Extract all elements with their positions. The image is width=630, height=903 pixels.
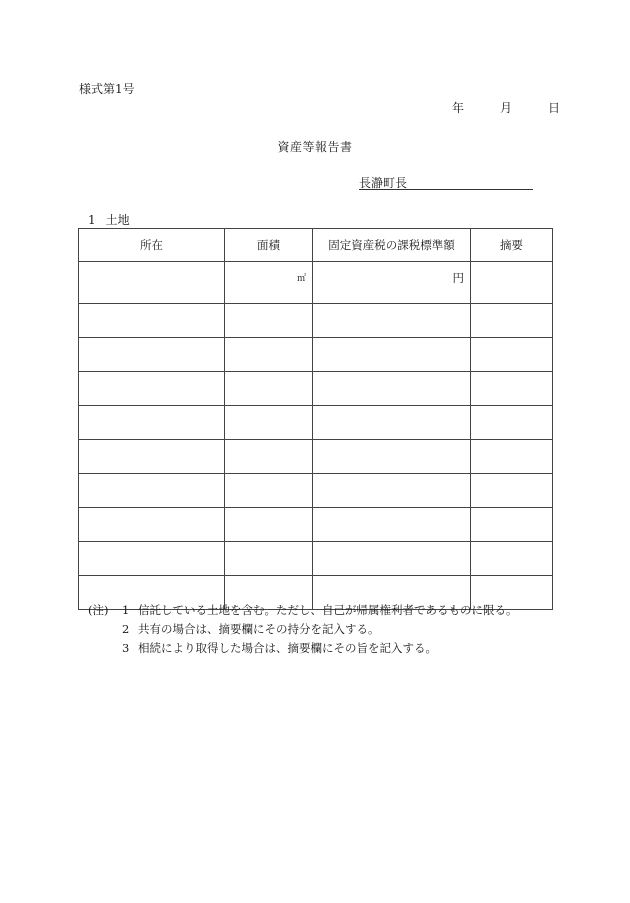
date-month-label: 月 <box>500 101 513 115</box>
location-cell[interactable] <box>79 338 225 372</box>
remarks-cell[interactable] <box>471 542 553 576</box>
note-number: 3 <box>122 641 130 655</box>
tax-base-value-cell[interactable] <box>313 262 471 304</box>
note-item <box>88 620 518 639</box>
header-remarks: 摘要 <box>471 229 553 262</box>
tax-base-value-cell[interactable] <box>313 474 471 508</box>
area-cell[interactable] <box>225 542 313 576</box>
area-cell[interactable] <box>225 474 313 508</box>
area-cell[interactable] <box>225 440 313 474</box>
remarks-cell[interactable] <box>471 474 553 508</box>
tax-base-value-cell[interactable] <box>313 440 471 474</box>
header-location: 所在 <box>79 229 225 262</box>
remarks-cell[interactable] <box>471 406 553 440</box>
land-table <box>78 228 553 610</box>
location-cell[interactable] <box>79 542 225 576</box>
location-cell[interactable] <box>79 304 225 338</box>
note-item <box>88 601 518 620</box>
table-row <box>79 338 553 372</box>
date-day-label: 日 <box>548 101 561 115</box>
tax-base-value-cell[interactable] <box>313 338 471 372</box>
note-text: 信託している土地を含む。ただし、自己が帰属権利者であるものに限る。 <box>138 603 518 617</box>
area-cell[interactable] <box>225 304 313 338</box>
date-line <box>452 99 560 116</box>
location-cell[interactable] <box>79 440 225 474</box>
location-cell[interactable] <box>79 474 225 508</box>
addressee-line <box>359 174 533 190</box>
value-unit: 円 <box>452 271 464 285</box>
remarks-cell[interactable] <box>471 338 553 372</box>
section-title: 土地 <box>105 213 130 227</box>
area-cell[interactable] <box>225 262 313 304</box>
remarks-cell[interactable] <box>471 508 553 542</box>
remarks-cell[interactable] <box>471 372 553 406</box>
remarks-cell[interactable] <box>471 440 553 474</box>
table-row <box>79 508 553 542</box>
table-row <box>79 262 553 304</box>
addressee-text: 長瀞町長 <box>359 176 408 190</box>
area-cell[interactable] <box>225 508 313 542</box>
table-header-row <box>79 229 553 262</box>
area-unit: ㎡ <box>296 274 306 284</box>
tax-base-value-cell[interactable] <box>313 406 471 440</box>
table-row <box>79 440 553 474</box>
tax-base-value-cell[interactable] <box>313 304 471 338</box>
header-area: 面積 <box>225 229 313 262</box>
note-item <box>88 639 518 658</box>
note-number: 1 <box>122 603 130 617</box>
date-year-label: 年 <box>452 101 465 115</box>
tax-base-value-cell[interactable] <box>313 372 471 406</box>
tax-base-value-cell[interactable] <box>313 508 471 542</box>
note-text: 相続により取得した場合は、摘要欄にその旨を記入する。 <box>138 641 437 655</box>
form-number: 様式第1号 <box>79 82 135 96</box>
table-row <box>79 474 553 508</box>
header-tax-base-value: 固定資産税の課税標準額 <box>313 229 471 262</box>
area-cell[interactable] <box>225 338 313 372</box>
section-number: 1 <box>88 213 96 227</box>
location-cell[interactable] <box>79 406 225 440</box>
table-row <box>79 542 553 576</box>
note-text: 共有の場合は、摘要欄にその持分を記入する。 <box>138 622 380 636</box>
notes <box>88 601 518 658</box>
remarks-cell[interactable] <box>471 304 553 338</box>
table-row <box>79 304 553 338</box>
section-heading <box>88 211 130 228</box>
area-cell[interactable] <box>225 372 313 406</box>
notes-lead: (注) <box>88 603 109 617</box>
document-title: 資産等報告書 <box>277 140 353 154</box>
location-cell[interactable] <box>79 262 225 304</box>
table-row <box>79 406 553 440</box>
tax-base-value-cell[interactable] <box>313 542 471 576</box>
location-cell[interactable] <box>79 508 225 542</box>
location-cell[interactable] <box>79 372 225 406</box>
area-cell[interactable] <box>225 406 313 440</box>
table-row <box>79 372 553 406</box>
remarks-cell[interactable] <box>471 262 553 304</box>
note-number: 2 <box>122 622 130 636</box>
